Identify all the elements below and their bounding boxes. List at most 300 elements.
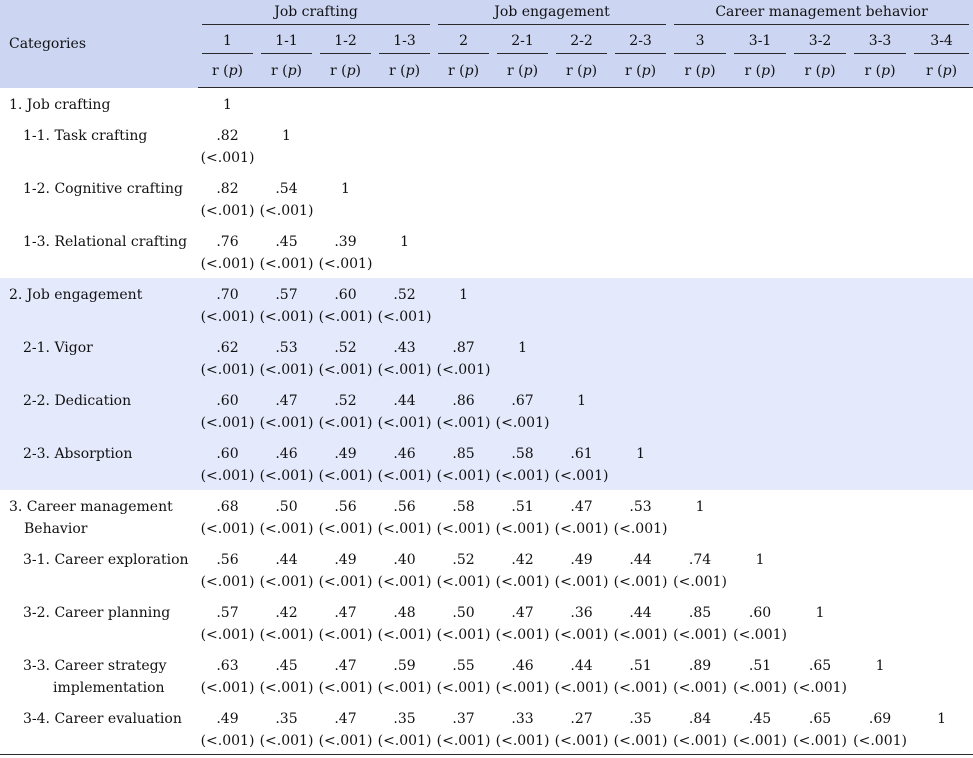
correlation-cell <box>434 596 493 649</box>
table-row <box>0 384 973 437</box>
stat-label-header <box>198 58 257 88</box>
correlation-value: .82 <box>216 127 239 144</box>
correlation-value: .46 <box>393 445 416 462</box>
row-label-text: 1-1. Task crafting <box>23 127 148 144</box>
p-value: (<.001) <box>259 679 314 696</box>
correlation-cell <box>198 331 257 384</box>
correlation-value: .47 <box>334 604 357 621</box>
categories-header-label: Categories <box>9 35 86 52</box>
correlation-cell <box>434 490 493 543</box>
correlation-cell <box>730 88 790 119</box>
row-label <box>0 331 198 384</box>
column-number-label: 3-1 <box>734 33 786 54</box>
correlation-value: 1 <box>815 604 825 621</box>
correlation-value: .60 <box>216 392 239 409</box>
column-number-header <box>375 29 434 58</box>
p-value: (<.001) <box>318 626 373 643</box>
stat-label-header <box>552 58 611 88</box>
p-value: (<.001) <box>554 467 609 484</box>
p-value: (<.001) <box>200 308 255 325</box>
p-value: (<.001) <box>377 308 432 325</box>
correlation-cell <box>434 225 493 278</box>
correlation-cell <box>790 543 850 596</box>
correlation-cell <box>375 172 434 225</box>
correlation-value: .52 <box>334 392 357 409</box>
correlation-cell <box>493 649 552 702</box>
correlation-cell <box>790 225 850 278</box>
correlation-cell <box>850 278 910 331</box>
correlation-value: .56 <box>393 498 416 515</box>
correlation-value: .35 <box>629 710 652 727</box>
p-value: (<.001) <box>613 520 668 537</box>
correlation-cell <box>493 172 552 225</box>
correlation-cell <box>493 331 552 384</box>
correlation-cell <box>257 490 316 543</box>
correlation-value: 1 <box>695 498 705 515</box>
p-value: (<.001) <box>613 679 668 696</box>
correlation-value: .65 <box>808 657 832 674</box>
p-value: (<.001) <box>259 414 314 431</box>
row-label-text: 2-1. Vigor <box>23 339 93 356</box>
correlation-cell <box>316 649 375 702</box>
correlation-value: .52 <box>334 339 357 356</box>
p-value: (<.001) <box>318 308 373 325</box>
correlation-value: .35 <box>393 710 416 727</box>
stat-label-header <box>850 58 910 88</box>
correlation-value: .37 <box>452 710 475 727</box>
correlation-cell <box>316 278 375 331</box>
stat-label-header <box>611 58 670 88</box>
row-label-text: 2-3. Absorption <box>23 445 133 462</box>
p-value: (<.001) <box>436 573 491 590</box>
correlation-cell <box>375 331 434 384</box>
correlation-value: .35 <box>275 710 298 727</box>
correlation-value: .74 <box>688 551 712 568</box>
correlation-cell <box>730 437 790 490</box>
correlation-cell <box>493 225 552 278</box>
correlation-value: 1 <box>636 445 646 462</box>
p-value: (<.001) <box>259 255 314 272</box>
correlation-cell <box>198 490 257 543</box>
stat-label-header <box>670 58 730 88</box>
correlation-cell <box>257 437 316 490</box>
stat-label: r (p) <box>270 62 303 79</box>
correlation-cell <box>434 88 493 119</box>
correlation-value: 1 <box>755 551 765 568</box>
stat-label: r (p) <box>625 62 657 79</box>
correlation-cell <box>434 384 493 437</box>
correlation-value: .57 <box>275 286 298 303</box>
correlation-cell <box>611 331 670 384</box>
correlation-cell <box>493 384 552 437</box>
correlation-value: .62 <box>216 339 239 356</box>
p-value: (<.001) <box>495 732 550 749</box>
p-value: (<.001) <box>259 520 314 537</box>
correlation-value: .51 <box>629 657 652 674</box>
p-value: (<.001) <box>377 679 432 696</box>
p-value: (<.001) <box>318 414 373 431</box>
correlation-value: .45 <box>275 233 298 250</box>
p-value: (<.001) <box>200 573 255 590</box>
correlation-cell <box>434 437 493 490</box>
correlation-value: .47 <box>511 604 534 621</box>
correlation-value: .44 <box>629 604 652 621</box>
correlation-cell <box>670 225 730 278</box>
correlation-value: .43 <box>393 339 416 356</box>
correlation-cell <box>375 649 434 702</box>
stat-label: r (p) <box>211 62 244 79</box>
correlation-cell <box>910 596 973 649</box>
table-row <box>0 119 973 172</box>
stat-label-header <box>375 58 434 88</box>
table-header <box>0 0 973 88</box>
row-label <box>0 543 198 596</box>
correlation-cell <box>730 490 790 543</box>
correlation-value: .50 <box>275 498 298 515</box>
p-value: (<.001) <box>200 626 255 643</box>
correlation-cell <box>493 119 552 172</box>
p-value: (<.001) <box>554 732 609 749</box>
table-row <box>0 437 973 490</box>
correlation-value: .46 <box>275 445 298 462</box>
correlation-value: .47 <box>275 392 298 409</box>
row-label <box>0 702 198 755</box>
correlation-cell <box>257 702 316 755</box>
correlation-cell <box>850 331 910 384</box>
correlation-cell <box>375 384 434 437</box>
row-label-text: 3-2. Career planning <box>23 604 171 621</box>
correlation-value: .60 <box>216 445 239 462</box>
correlation-cell <box>257 543 316 596</box>
correlation-cell <box>316 119 375 172</box>
correlation-cell <box>730 384 790 437</box>
stat-label: r (p) <box>566 62 598 79</box>
correlation-cell <box>910 543 973 596</box>
row-label <box>0 278 198 331</box>
correlation-cell <box>611 119 670 172</box>
correlation-cell <box>375 437 434 490</box>
correlation-value: .44 <box>570 657 593 674</box>
correlation-value: .44 <box>629 551 652 568</box>
correlation-value: .56 <box>216 551 239 568</box>
p-value: (<.001) <box>377 732 432 749</box>
correlation-cell <box>198 702 257 755</box>
column-number-header <box>910 29 973 58</box>
row-label-text-continued: implementation <box>53 679 165 696</box>
p-value: (<.001) <box>673 626 727 643</box>
correlation-cell <box>910 702 973 755</box>
p-value: (<.001) <box>673 732 727 749</box>
correlation-cell <box>257 331 316 384</box>
p-value: (<.001) <box>318 732 373 749</box>
p-value: (<.001) <box>733 679 787 696</box>
correlation-cell <box>670 437 730 490</box>
p-value: (<.001) <box>200 202 255 219</box>
correlation-cell <box>552 172 611 225</box>
correlation-cell <box>375 543 434 596</box>
correlation-value: .65 <box>808 710 832 727</box>
correlation-cell <box>198 172 257 225</box>
p-value: (<.001) <box>318 679 373 696</box>
correlation-value: .49 <box>334 445 357 462</box>
column-number-header <box>611 29 670 58</box>
correlation-cell <box>198 596 257 649</box>
p-value: (<.001) <box>613 626 668 643</box>
correlation-value: .58 <box>511 445 534 462</box>
table-row <box>0 490 973 543</box>
p-value: (<.001) <box>495 467 550 484</box>
p-value: (<.001) <box>259 308 314 325</box>
correlation-value: .84 <box>688 710 712 727</box>
correlation-value: .49 <box>570 551 593 568</box>
correlation-cell <box>670 490 730 543</box>
correlation-cell <box>375 596 434 649</box>
p-value: (<.001) <box>495 520 550 537</box>
correlation-cell <box>611 278 670 331</box>
correlation-cell <box>910 331 973 384</box>
correlation-cell <box>850 172 910 225</box>
correlation-value: .44 <box>393 392 416 409</box>
correlation-value: .51 <box>748 657 772 674</box>
table-row <box>0 88 973 119</box>
stat-label-header <box>257 58 316 88</box>
p-value: (<.001) <box>377 520 432 537</box>
column-number-label: 1-3 <box>379 33 430 54</box>
correlation-cell <box>316 88 375 119</box>
p-value: (<.001) <box>436 679 491 696</box>
correlation-cell <box>198 384 257 437</box>
correlation-cell <box>375 278 434 331</box>
correlation-value: .59 <box>393 657 416 674</box>
correlation-cell <box>670 119 730 172</box>
correlation-cell <box>316 172 375 225</box>
p-value: (<.001) <box>200 255 255 272</box>
correlation-cell <box>375 702 434 755</box>
correlation-value: .89 <box>688 657 712 674</box>
stat-label: r (p) <box>329 62 362 79</box>
row-label <box>0 88 198 119</box>
p-value: (<.001) <box>259 361 314 378</box>
p-value: (<.001) <box>259 573 314 590</box>
correlation-value: .54 <box>275 180 298 197</box>
correlation-cell <box>611 88 670 119</box>
correlation-cell <box>257 649 316 702</box>
correlation-value: 1 <box>518 339 527 356</box>
row-label <box>0 119 198 172</box>
correlation-value: .42 <box>511 551 534 568</box>
stat-label: r (p) <box>864 62 896 79</box>
correlation-cell <box>910 119 973 172</box>
correlation-cell <box>850 490 910 543</box>
correlation-cell <box>316 384 375 437</box>
column-number-label: 2 <box>438 33 489 54</box>
correlation-cell <box>493 278 552 331</box>
correlation-cell <box>434 278 493 331</box>
column-number-label: 2-1 <box>497 33 548 54</box>
column-number-label: 1 <box>202 33 253 54</box>
column-number-header <box>493 29 552 58</box>
correlation-value: .53 <box>275 339 298 356</box>
row-label <box>0 649 198 702</box>
correlation-cell <box>552 596 611 649</box>
correlation-cell <box>552 331 611 384</box>
column-number-label: 3-3 <box>854 33 906 54</box>
correlation-value: .51 <box>511 498 534 515</box>
correlation-cell <box>790 384 850 437</box>
column-number-header <box>670 29 730 58</box>
correlation-cell <box>790 702 850 755</box>
correlation-cell <box>434 543 493 596</box>
column-number-header <box>257 29 316 58</box>
correlation-cell <box>670 702 730 755</box>
correlation-value: .40 <box>393 551 416 568</box>
correlation-cell <box>611 596 670 649</box>
correlation-cell <box>316 543 375 596</box>
correlation-value: 1 <box>341 180 350 197</box>
p-value: (<.001) <box>436 467 491 484</box>
correlation-cell <box>790 649 850 702</box>
p-value: (<.001) <box>436 732 491 749</box>
correlation-value: .86 <box>452 392 475 409</box>
correlation-value: 1 <box>223 97 232 113</box>
table-row <box>0 331 973 384</box>
stat-label: r (p) <box>684 62 716 79</box>
column-number-header <box>552 29 611 58</box>
group-header-job-crafting <box>198 0 434 29</box>
correlation-cell <box>257 596 316 649</box>
column-number-label: 2-2 <box>556 33 607 54</box>
column-number-header <box>198 29 257 58</box>
correlation-cell <box>910 225 973 278</box>
correlation-cell <box>552 543 611 596</box>
correlation-value: .87 <box>452 339 475 356</box>
p-value: (<.001) <box>318 255 373 272</box>
correlation-cell <box>552 702 611 755</box>
correlation-cell <box>910 437 973 490</box>
correlation-cell <box>257 225 316 278</box>
correlation-value: .46 <box>511 657 534 674</box>
p-value: (<.001) <box>495 626 550 643</box>
stat-label: r (p) <box>744 62 776 79</box>
table-body <box>0 88 973 755</box>
column-number-label: 1-1 <box>261 33 312 54</box>
correlation-cell <box>552 88 611 119</box>
correlation-value: 1 <box>577 392 586 409</box>
stat-label-header <box>790 58 850 88</box>
correlation-cell <box>257 88 316 119</box>
correlation-cell <box>730 278 790 331</box>
column-number-header <box>850 29 910 58</box>
p-value: (<.001) <box>259 202 314 219</box>
correlation-value: .68 <box>216 498 239 515</box>
correlation-value: .47 <box>334 710 357 727</box>
correlation-value: .27 <box>570 710 593 727</box>
correlation-cell <box>552 225 611 278</box>
group-header-label: Career management behavior <box>674 4 969 25</box>
correlation-cell <box>910 88 973 119</box>
correlation-cell <box>375 225 434 278</box>
correlation-cell <box>850 649 910 702</box>
correlation-cell <box>552 278 611 331</box>
correlation-cell <box>316 225 375 278</box>
correlation-value: .70 <box>216 286 239 303</box>
p-value: (<.001) <box>436 361 491 378</box>
row-label-text: 3-1. Career exploration <box>23 551 189 568</box>
correlation-cell <box>790 172 850 225</box>
correlation-cell <box>730 225 790 278</box>
column-number-label: 3 <box>674 33 726 54</box>
correlation-cell <box>198 88 257 119</box>
correlation-cell <box>493 596 552 649</box>
p-value: (<.001) <box>613 573 668 590</box>
p-value: (<.001) <box>200 414 255 431</box>
correlation-value: 1 <box>400 233 409 250</box>
row-label-text: 1. Job crafting <box>9 96 111 113</box>
p-value: (<.001) <box>853 732 907 749</box>
correlation-cell <box>730 596 790 649</box>
correlation-cell <box>552 384 611 437</box>
p-value: (<.001) <box>200 149 255 166</box>
p-value: (<.001) <box>554 520 609 537</box>
correlation-cell <box>198 278 257 331</box>
correlation-value: .45 <box>275 657 298 674</box>
stat-label: r (p) <box>804 62 836 79</box>
row-label-text-continued: Behavior <box>24 520 88 537</box>
correlation-value: .67 <box>511 392 534 409</box>
correlation-value: .47 <box>334 657 357 674</box>
correlation-cell <box>552 119 611 172</box>
p-value: (<.001) <box>495 414 550 431</box>
p-value: (<.001) <box>200 679 255 696</box>
correlation-cell <box>670 543 730 596</box>
correlation-value: .60 <box>748 604 772 621</box>
p-value: (<.001) <box>377 361 432 378</box>
p-value: (<.001) <box>318 361 373 378</box>
p-value: (<.001) <box>318 467 373 484</box>
correlation-value: .85 <box>452 445 475 462</box>
row-label-text: 3-3. Career strategy <box>23 657 167 674</box>
correlation-cell <box>850 702 910 755</box>
row-label-text: 2. Job engagement <box>9 286 143 303</box>
correlation-cell <box>730 702 790 755</box>
correlation-cell <box>790 331 850 384</box>
correlation-value: .85 <box>688 604 712 621</box>
stat-label-header <box>434 58 493 88</box>
correlation-cell <box>316 437 375 490</box>
correlation-cell <box>730 331 790 384</box>
correlation-cell <box>611 172 670 225</box>
correlation-value: .52 <box>393 286 416 303</box>
correlation-cell <box>790 596 850 649</box>
p-value: (<.001) <box>377 414 432 431</box>
p-value: (<.001) <box>377 573 432 590</box>
correlation-cell <box>552 437 611 490</box>
row-label <box>0 225 198 278</box>
correlation-cell <box>850 119 910 172</box>
correlation-cell <box>790 88 850 119</box>
correlation-value: .42 <box>275 604 298 621</box>
correlation-cell <box>730 649 790 702</box>
p-value: (<.001) <box>733 626 787 643</box>
group-header-label: Job crafting <box>202 4 430 25</box>
correlation-value: .44 <box>275 551 298 568</box>
correlation-cell <box>790 119 850 172</box>
correlation-value: .82 <box>216 180 239 197</box>
correlation-value: .58 <box>452 498 475 515</box>
row-label <box>0 596 198 649</box>
p-value: (<.001) <box>436 414 491 431</box>
p-value: (<.001) <box>793 732 847 749</box>
